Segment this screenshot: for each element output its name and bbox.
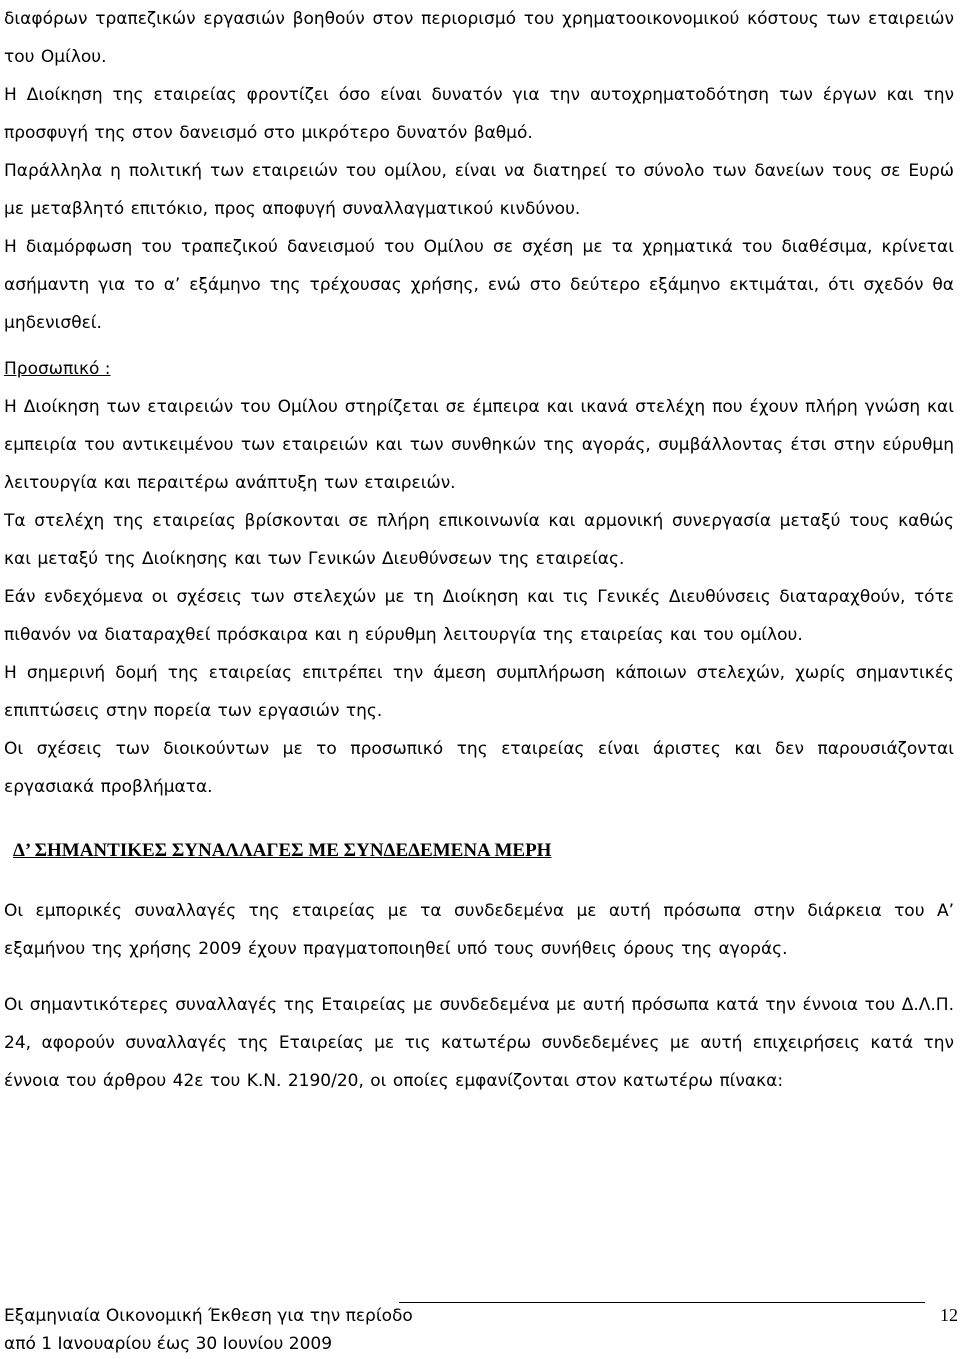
document-page [4, 0, 954, 1100]
paragraph-loan-policy: Παράλληλα η πολιτική των εταιρειών του ομίλου, είναι να διατηρεί το σύνολο των δανείων τους σε Ευρώ με μεταβλητό επιτόκιο, προς αποφυγή συναλλαγματικού κινδύνου. [4, 161, 954, 219]
paragraph-related-ias24: Οι σημαντικότερες συναλλαγές της Εταιρείας με συνδεδεμένα με αυτή πρόσωπα κατά την έννοια του Δ.Λ.Π. 24, αφορούν συναλλαγές της Εταιρείας με τις κατωτέρω συνδεδεμένες με αυτή επιχειρήσεις κατά την έννοια του άρθρου 42ε του Κ.Ν. 2190/20, οι οποίες εμφανίζονται στον κατωτέρω πίνακα: [4, 995, 954, 1091]
page-number: 12 [940, 1305, 958, 1325]
paragraph-self-financing: Η Διοίκηση της εταιρείας φροντίζει όσο είναι δυνατόν για την αυτοχρηματοδότηση των έργων και την προσφυγή της στον δανεισμό στο μικρότερο δυνατόν βαθμό. [4, 85, 954, 143]
spacer [4, 968, 954, 986]
personnel-heading: Προσωπικό : [4, 359, 111, 379]
paragraph-bank-borrowing: Η διαμόρφωση του τραπεζικού δανεισμού του Ομίλου σε σχέση με τα χρηματικά του διαθέσιμα, κρίνεται ασήμαντη για το α’ εξάμηνο της τρέχουσας χρήσης, ενώ στο δεύτερο εξάμηνο εκτιμάται, ότι σχεδόν θα μηδενισθεί. [4, 237, 954, 333]
paragraph-personnel-disruption: Εάν ενδεχόμενα οι σχέσεις των στελεχών με τη Διοίκηση και τις Γενικές Διευθύνσεις διαταραχθούν, τότε πιθανόν να διαταραχθεί πρόσκαιρα και η εύρυθμη λειτουργία της εταιρείας και του ομίλου. [4, 587, 954, 645]
paragraph-personnel-structure: Η σημερινή δομή της εταιρείας επιτρέπει την άμεση συμπλήρωση κάποιων στελεχών, χωρίς σημαντικές επιπτώσεις στην πορεία των εργασιών της. [4, 663, 954, 721]
footer-report-title: Εξαμηνιαία Οικονομική Έκθεση για την περίοδο [4, 1306, 413, 1326]
page-footer [4, 1302, 958, 1358]
spacer [4, 806, 954, 832]
spacer [4, 870, 954, 892]
paragraph-personnel-management: Η Διοίκηση των εταιρειών του Ομίλου στηρίζεται σε έμπειρα και ικανά στελέχη που έχουν πλήρη γνώση και εμπειρία του αντικειμένου των εταιρειών και των συνθηκών της αγοράς, συμβάλλοντας έτσι στην εύρυθμη λειτουργία και περαιτέρω ανάπτυξη των εταιρειών. [4, 397, 954, 493]
paragraph-personnel-communication: Τα στελέχη της εταιρείας βρίσκονται σε πλήρη επικοινωνία και αρμονική συνεργασία μεταξύ τους καθώς και μεταξύ της Διοίκησης και των Γενικών Διευθύνσεων της εταιρείας. [4, 511, 954, 569]
footer-report-period: από 1 Ιανουαρίου έως 30 Ιουνίου 2009 [4, 1334, 333, 1354]
paragraph-financial-cost: διαφόρων τραπεζικών εργασιών βοηθούν στον περιορισμό του χρηματοοικονομικού κόστους των εταιρειών του Ομίλου. [4, 9, 954, 67]
paragraph-related-transactions: Οι εμπορικές συναλλαγές της εταιρείας με τα συνδεδεμένα με αυτή πρόσωπα στην διάρκεια του Α’ εξαμήνου της χρήσης 2009 έχουν πραγματοποιηθεί υπό τους συνήθεις όρους της αγοράς. [4, 901, 954, 959]
paragraph-personnel-relations: Οι σχέσεις των διοικούντων με το προσωπικό της εταιρείας είναι άριστες και δεν παρουσιάζονται εργασιακά προβλήματα. [4, 739, 954, 797]
spacer [4, 342, 954, 350]
footer-rule [399, 1302, 925, 1303]
section-title-related-parties: Δ’ ΣΗΜΑΝΤΙΚΕΣ ΣΥΝΑΛΛΑΓΕΣ ΜΕ ΣΥΝΔΕΔΕΜΕΝΑ ΜΕΡΗ [13, 840, 552, 861]
